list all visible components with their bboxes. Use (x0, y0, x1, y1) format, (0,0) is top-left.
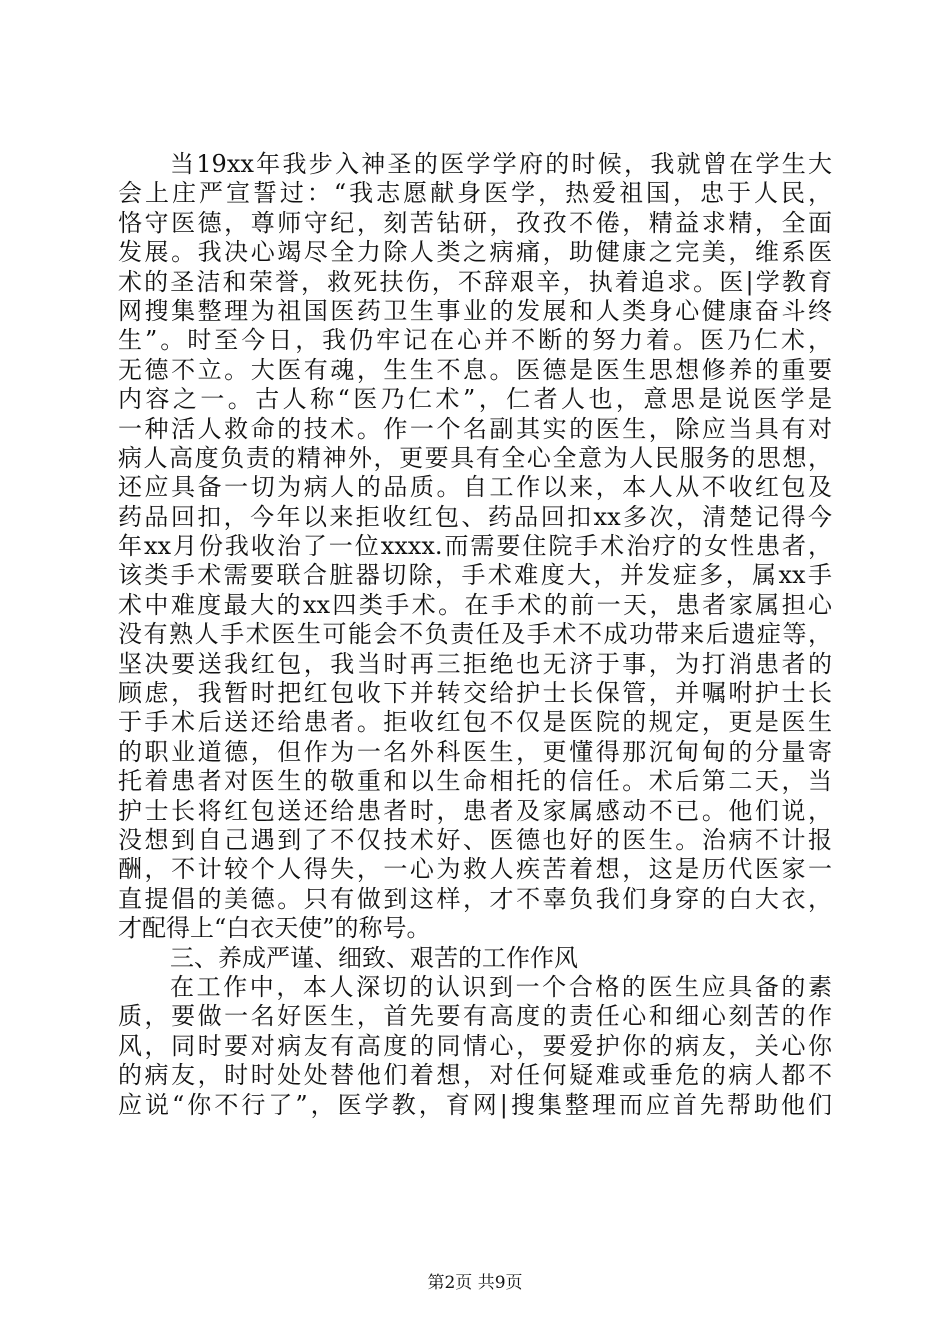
text-line: 没想到自己遇到了不仅技术好、医德也好的医生。治病不计报 (118, 825, 832, 854)
text-line: 还应具备一切为病人的品质。自工作以来，本人从不收红包及 (118, 473, 832, 502)
document-body (118, 150, 832, 1120)
text-line: 应说“你不行了”，医学教，育网|搜集整理而应首先帮助他们 (118, 1090, 832, 1119)
text-line: 顾虑，我暂时把红包收下并转交给护士长保管，并嘱咐护士长 (118, 679, 832, 708)
text-line: 会上庄严宣誓过：“我志愿献身医学，热爱祖国，忠于人民， (118, 179, 832, 208)
text-line: 无德不立。大医有魂，生生不息。医德是医生思想修养的重要 (118, 355, 832, 384)
text-line: 酬，不计较个人得失，一心为救人疾苦着想，这是历代医家一 (118, 855, 832, 884)
text-line: 的职业道德，但作为一名外科医生，更懂得那沉甸甸的分量寄 (118, 737, 832, 766)
text-line: 生”。时至今日，我仍牢记在心并不断的努力着。医乃仁术， (118, 326, 832, 355)
text-line: 年xx月份我收治了一位xxxx.而需要住院手术治疗的女性患者， (118, 532, 832, 561)
text-line: 内容之一。古人称“医乃仁术”，仁者人也，意思是说医学是 (118, 385, 832, 414)
text-line: 当19xx年我步入神圣的医学学府的时候，我就曾在学生大 (170, 150, 832, 178)
text-line: 该类手术需要联合脏器切除，手术难度大，并发症多，属xx手 (118, 561, 832, 590)
paragraph-2 (118, 973, 832, 1120)
text-line: 病人高度负责的精神外，更要具有全心全意为人民服务的思想， (118, 443, 832, 472)
text-line: 的病友，时时处处替他们着想，对任何疑难或垂危的病人都不 (118, 1061, 832, 1090)
text-line: 一种活人救命的技术。作一个名副其实的医生，除应当具有对 (118, 414, 832, 443)
text-line: 术中难度最大的xx四类手术。在手术的前一天，患者家属担心 (118, 590, 832, 619)
text-line: 直提倡的美德。只有做到这样，才不辜负我们身穿的白大衣， (118, 884, 832, 913)
text-line: 没有熟人手术医生可能会不负责任及手术不成功带来后遗症等， (118, 620, 832, 649)
text-line: 药品回扣，今年以来拒收红包、药品回扣xx多次，清楚记得今 (118, 502, 832, 531)
text-line: 恪守医德，尊师守纪，刻苦钻研，孜孜不倦，精益求精，全面 (118, 208, 832, 237)
page-number-footer: 第2页 共9页 (427, 1273, 523, 1293)
paragraph-1 (118, 150, 832, 944)
text-line: 在工作中，本人深切的认识到一个合格的医生应具备的素 (170, 972, 832, 1001)
text-line: 术的圣洁和荣誉，救死扶伤，不辞艰辛，执着追求。医|学教育 (118, 267, 832, 296)
text-line: 发展。我决心竭尽全力除人类之病痛，助健康之完美，维系医 (118, 238, 832, 267)
text-line: 托着患者对医生的敬重和以生命相托的信任。术后第二天，当 (118, 767, 832, 796)
text-line: 质，要做一名好医生，首先要有高度的责任心和细心刻苦的作 (118, 1002, 832, 1031)
section-heading: 三、养成严谨、细致、艰苦的工作作风 (170, 943, 578, 972)
text-line: 才配得上“白衣天使”的称号。 (118, 914, 431, 943)
text-line: 网搜集整理为祖国医药卫生事业的发展和人类身心健康奋斗终 (118, 296, 832, 325)
text-line: 风，同时要对病友有高度的同情心，要爱护你的病友，关心你 (118, 1031, 832, 1060)
text-line: 于手术后送还给患者。拒收红包不仅是医院的规定，更是医生 (118, 708, 832, 737)
text-line: 护士长将红包送还给患者时，患者及家属感动不已。他们说， (118, 796, 832, 825)
text-line: 坚决要送我红包，我当时再三拒绝也无济于事，为打消患者的 (118, 649, 832, 678)
